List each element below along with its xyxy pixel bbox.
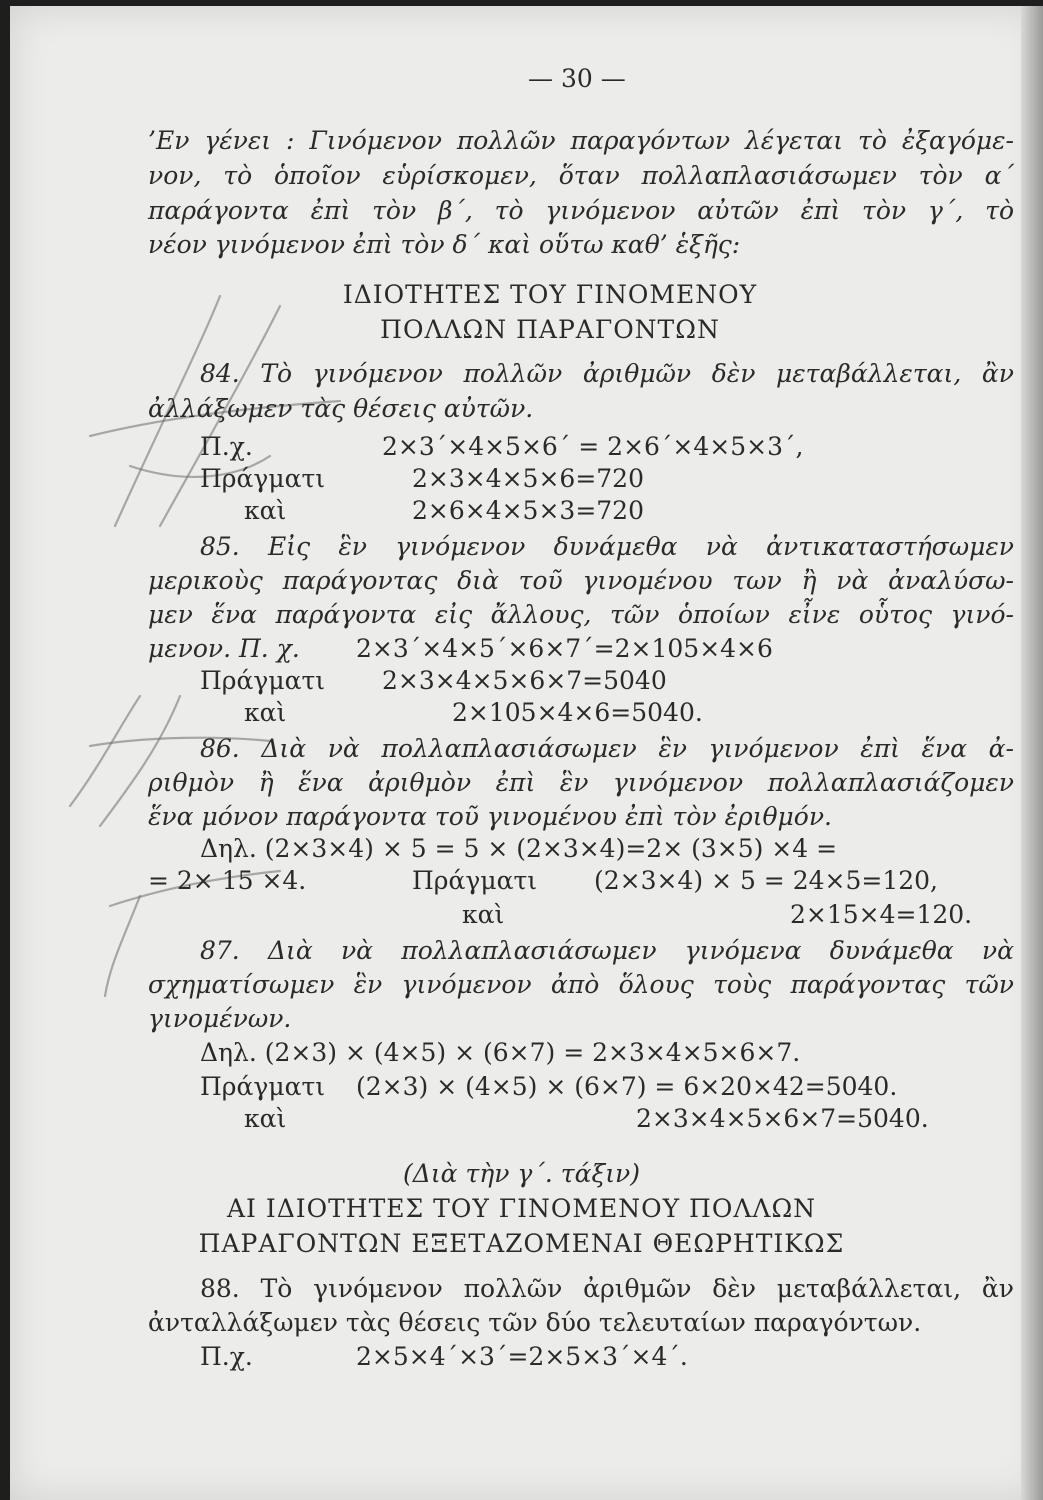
- section-heading-line-1: ΙΔΙΟΤΗΤΕΣ ΤΟΥ ΓΙΝΟΜΕΝΟΥ: [342, 280, 758, 309]
- p86-line-3: ἕνα μόνον παράγοντα τοῦ γινομένου ἐπὶ τὸν ἐριθμόν.: [148, 802, 832, 831]
- page-number: — 30 —: [528, 64, 626, 93]
- p87-example: Δηλ. (2×3) × (4×5) × (6×7) = 2×3×4×5×6×7.: [200, 1038, 801, 1067]
- p85-example: 2×3΄×4×5΄×6×7΄=2×105×4×6: [356, 634, 773, 663]
- section-heading-2-line-1: ΑΙ ΙΔΙΟΤΗΤΕΣ ΤΟΥ ΓΙΝΟΜΕΝΟΥ ΠΟΛΛΩΝ: [226, 1194, 817, 1223]
- p85-line-4: μενον. Π. χ.: [148, 634, 300, 663]
- p84-proof-1: 2×3×4×5×6=720: [412, 464, 644, 493]
- intro-line-1: ’Εν γένει : Γινόμενον πολλῶν παραγόντων λέγεται τὸ ἐξαγόμε-: [148, 126, 1014, 155]
- p85-proof-1: 2×3×4×5×6×7=5040: [382, 666, 667, 695]
- p85-and-label: καὶ: [244, 698, 287, 727]
- p86-example-1: Δηλ. (2×3×4) × 5 = 5 × (2×3×4)=2× (3×5) ×4 =: [200, 834, 838, 863]
- p87-proof-label: Πράγματι: [200, 1072, 326, 1101]
- p84-proof-2: 2×6×4×5×3=720: [412, 496, 644, 525]
- p85-proof-2: 2×105×4×6=5040.: [452, 698, 703, 727]
- p88-example: 2×5×4΄×3΄=2×5×3΄×4΄.: [356, 1342, 688, 1371]
- p86-proof-1: (2×3×4) × 5 = 24×5=120,: [594, 866, 938, 895]
- p85-line-2: μερικοὺς παράγοντας διὰ τοῦ γινομένου των ἢ νὰ ἀναλύσω-: [148, 566, 1014, 595]
- p88-example-label: Π.χ.: [200, 1342, 253, 1371]
- p86-and-label: καὶ: [462, 900, 505, 929]
- p86-proof-2: 2×15×4=120.: [790, 900, 973, 929]
- p86-line-1: 86. Διὰ νὰ πολλαπλασιάσωμεν ἓν γινόμενον ἐπὶ ἕνα ἀ-: [200, 734, 1014, 763]
- intro-line-3: παράγοντα ἐπὶ τὸν β΄, τὸ γινόμενον αὐτῶν ἐπὶ τὸν γ΄, τὸ: [148, 196, 1014, 225]
- p86-proof-label: Πράγματι: [412, 866, 538, 895]
- p87-proof-2: 2×3×4×5×6×7=5040.: [636, 1104, 929, 1133]
- p84-example-label: Π.χ.: [200, 432, 253, 461]
- p84-and-label: καὶ: [244, 496, 287, 525]
- p86-line-2: ριθμὸν ἢ ἕνα ἀριθμὸν ἐπὶ ἓν γινόμενον πολλαπλασιάζομεν: [148, 768, 1014, 797]
- p85-proof-label: Πράγματι: [200, 666, 326, 695]
- p84-example: 2×3΄×4×5×6΄ = 2×6΄×4×5×3΄,: [382, 432, 804, 461]
- p86-example-2: = 2× 15 ×4.: [148, 866, 307, 895]
- page-binding-shadow: [1021, 6, 1043, 1500]
- p88-line-2: ἀνταλλάξωμεν τὰς θέσεις τῶν δύο τελευταίων παραγόντων.: [148, 1308, 922, 1337]
- p84-line-2: ἀλλάξωμεν τὰς θέσεις αὐτῶν.: [148, 394, 534, 423]
- p87-line-1: 87. Διὰ νὰ πολλαπλασιάσωμεν γινόμενα δυνάμεθα νὰ: [200, 936, 1014, 965]
- p87-and-label: καὶ: [244, 1104, 287, 1133]
- p87-proof-1: (2×3) × (4×5) × (6×7) = 6×20×42=5040.: [356, 1072, 898, 1101]
- p87-line-2: σχηματίσωμεν ἓν γινόμενον ἀπὸ ὅλους τοὺς παράγοντας τῶν: [148, 970, 1014, 999]
- book-page: [10, 6, 1043, 1500]
- p84-proof-label: Πράγματι: [200, 464, 326, 493]
- class-note: (Διὰ τὴν γ΄. τάξιν): [403, 1159, 640, 1188]
- p88-line-1: 88. Τὸ γινόμενον πολλῶν ἀριθμῶν δὲν μεταβάλλεται, ἂν: [200, 1274, 1014, 1303]
- intro-line-4: νέον γινόμενον ἐπὶ τὸν δ΄ καὶ οὕτω καθ’ ἑξῆς:: [148, 230, 741, 259]
- p85-line-1: 85. Εἰς ἓν γινόμενον δυνάμεθα νὰ ἀντικαταστήσωμεν: [200, 532, 1014, 561]
- intro-line-2: νον, τὸ ὁποῖον εὑρίσκομεν, ὅταν πολλαπλασιάσωμεν τὸν α΄: [148, 161, 1014, 190]
- p84-line-1: 84. Τὸ γινόμενον πολλῶν ἀριθμῶν δὲν μεταβάλλεται, ἂν: [200, 359, 1014, 388]
- p85-line-3: μεν ἕνα παράγοντα εἰς ἄλλους, τῶν ὁποίων εἶνε οὗτος γινό-: [148, 600, 1014, 629]
- section-heading-2-line-2: ΠΑΡΑΓΟΝΤΩΝ ΕΞΕΤΑΖΟΜΕΝΑΙ ΘΕΩΡΗΤΙΚΩΣ: [198, 1229, 845, 1258]
- section-heading-line-2: ΠΟΛΛΩΝ ΠΑΡΑΓΟΝΤΩΝ: [380, 315, 720, 344]
- p87-line-3: γινομένων.: [148, 1004, 292, 1033]
